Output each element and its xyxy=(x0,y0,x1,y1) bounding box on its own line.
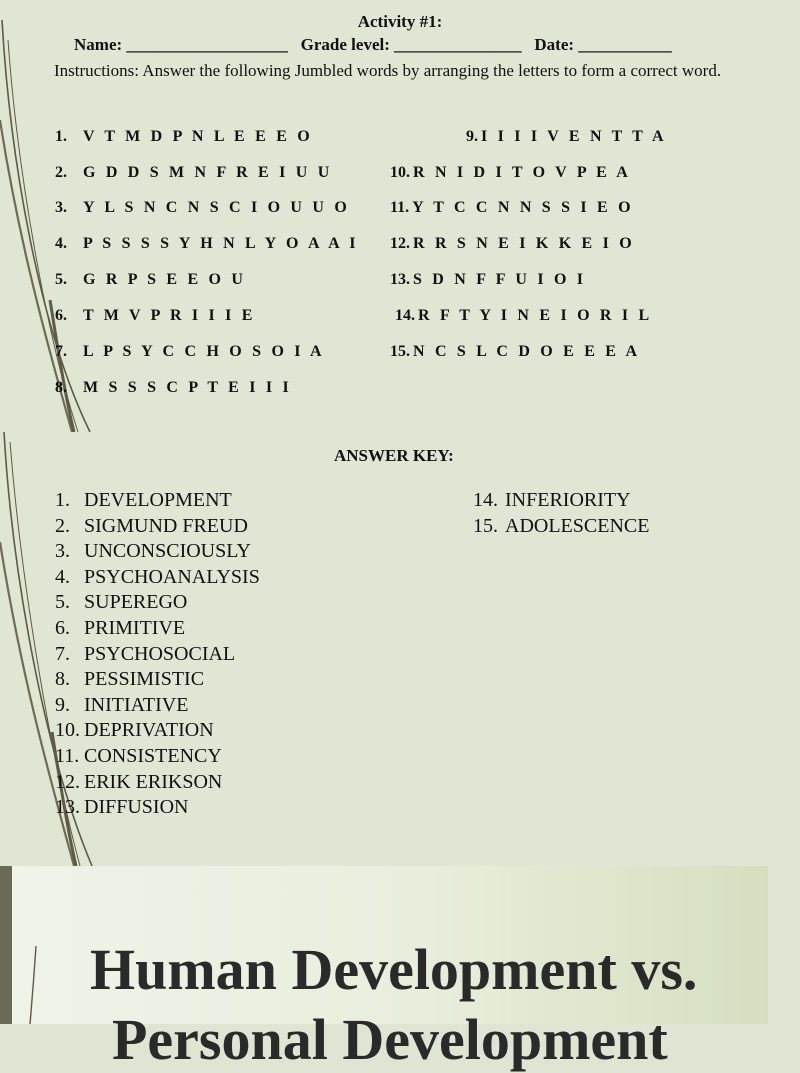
item-number: 3. xyxy=(55,199,67,216)
jumbled-word-item xyxy=(395,307,652,325)
item-number: 7. xyxy=(55,343,67,360)
grade-level-field-label: Grade level: _______________ xyxy=(300,35,522,54)
answer-number: 8. xyxy=(55,668,70,691)
answer-item xyxy=(55,617,185,640)
jumbled-letters: P S S S S Y H N L Y O A A I xyxy=(83,235,359,252)
item-number: 14. xyxy=(395,307,415,324)
item-number: 9. xyxy=(466,128,478,145)
item-number: 10. xyxy=(390,164,410,181)
activity-slide xyxy=(0,0,768,432)
student-info-fields xyxy=(74,35,672,55)
answer-number: 4. xyxy=(55,565,70,588)
answer-item xyxy=(55,668,204,691)
answer-item xyxy=(55,771,222,794)
jumbled-word-item xyxy=(55,343,325,361)
jumbled-word-item xyxy=(390,199,634,217)
jumbled-word-item xyxy=(390,271,586,289)
answer-item xyxy=(55,566,260,589)
title-slide xyxy=(0,866,768,1072)
answer-word: CONSISTENCY xyxy=(84,745,222,767)
jumbled-letters: L P S Y C C H O S O I A xyxy=(83,343,325,360)
jumbled-letters: G D D S M N F R E I U U xyxy=(83,164,333,181)
jumbled-letters: G R P S E E O U xyxy=(83,271,247,288)
jumbled-word-item xyxy=(390,343,640,361)
jumbled-letters: N C S L C D O E E E A xyxy=(413,343,641,360)
jumbled-word-item xyxy=(55,199,350,217)
answer-item xyxy=(55,719,214,742)
jumbled-word-item xyxy=(390,164,631,182)
answer-number: 9. xyxy=(55,693,70,716)
answer-item xyxy=(473,489,631,512)
item-number: 13. xyxy=(390,271,410,288)
answer-number: 15. xyxy=(473,514,498,537)
item-number: 15. xyxy=(390,343,410,360)
item-number: 4. xyxy=(55,235,67,252)
jumbled-word-item xyxy=(390,235,635,253)
jumbled-word-item xyxy=(55,271,246,289)
answer-item xyxy=(473,515,649,538)
answer-number: 6. xyxy=(55,617,70,639)
answer-word: PRIMITIVE xyxy=(84,617,186,639)
answer-number: 1. xyxy=(55,489,70,511)
answer-number: 5. xyxy=(55,591,70,614)
jumbled-letters: S D N F F U I O I xyxy=(413,271,587,288)
item-number: 6. xyxy=(55,307,67,324)
answer-item xyxy=(55,796,188,819)
answer-item xyxy=(55,745,222,768)
answer-item xyxy=(55,643,235,666)
answer-word: ERIK ERIKSON xyxy=(84,770,223,793)
name-field-label: Name: ___________________ xyxy=(74,35,288,54)
answer-number: 3. xyxy=(55,540,70,563)
slide-side-bar xyxy=(0,866,12,1024)
jumbled-word-item xyxy=(55,307,256,325)
answer-word: PESSIMISTIC xyxy=(84,668,205,691)
jumbled-letters: R R S N E I K K E I O xyxy=(413,235,635,252)
jumbled-letters: M S S S C P T E I I I xyxy=(83,379,292,396)
date-field-label: Date: ___________ xyxy=(534,35,672,54)
jumbled-letters: V T M D P N L E E E O xyxy=(83,128,313,145)
answer-word: UNCONSCIOUSLY xyxy=(84,540,251,563)
slide-title-line2: Personal Development xyxy=(112,1007,668,1072)
answer-word: DEVELOPMENT xyxy=(84,489,232,511)
jumbled-letters: R N I D I T O V P E A xyxy=(413,164,632,181)
answer-word: INITIATIVE xyxy=(84,693,189,716)
answer-item xyxy=(55,515,248,538)
answer-word: DEPRIVATION xyxy=(84,719,214,742)
answer-word: SIGMUND FREUD xyxy=(84,514,248,537)
item-number: 8. xyxy=(55,379,67,396)
answer-number: 13. xyxy=(55,796,80,819)
item-number: 11. xyxy=(390,199,410,216)
jumbled-word-item xyxy=(55,379,292,397)
answer-key-title: ANSWER KEY: xyxy=(334,446,454,465)
answer-item xyxy=(55,591,187,614)
jumbled-letters: R F T Y I N E I O R I L xyxy=(418,307,653,324)
slide-title-line1: Human Development vs. xyxy=(90,937,698,1002)
answer-word: ADOLESCENCE xyxy=(505,514,650,537)
answer-number: 2. xyxy=(55,514,70,537)
answer-word: PSYCHOSOCIAL xyxy=(84,642,236,665)
answer-item xyxy=(55,489,232,512)
answer-word: PSYCHOANALYSIS xyxy=(84,565,260,588)
answer-word: DIFFUSION xyxy=(84,796,189,819)
jumbled-letters: I I I I V E N T T A xyxy=(481,128,667,145)
item-number: 12. xyxy=(390,235,410,252)
activity-title: Activity #1: xyxy=(357,12,443,31)
answer-word: SUPEREGO xyxy=(84,591,188,614)
jumbled-letters: Y L S N C N S C I O U U O xyxy=(83,199,350,216)
jumbled-word-item xyxy=(55,128,313,146)
answer-number: 7. xyxy=(55,642,70,665)
item-number: 1. xyxy=(55,128,67,145)
jumbled-letters: Y T C C N N S S I E O xyxy=(412,199,634,216)
jumbled-word-item xyxy=(466,128,667,146)
answer-number: 11. xyxy=(55,745,80,767)
item-number: 5. xyxy=(55,271,67,288)
answer-word: INFERIORITY xyxy=(505,489,631,511)
answer-number: 12. xyxy=(55,770,80,793)
answer-item xyxy=(55,540,251,563)
answer-number: 10. xyxy=(55,719,80,742)
instructions: Instructions: Answer the following Jumbled words by arranging the letters to form a correct word. xyxy=(54,61,722,80)
jumbled-word-item xyxy=(55,164,332,182)
jumbled-word-item xyxy=(55,235,359,253)
item-number: 2. xyxy=(55,164,67,181)
answer-key-slide xyxy=(0,432,768,866)
answer-number: 14. xyxy=(473,489,498,511)
answer-item xyxy=(55,694,188,717)
jumbled-letters: T M V P R I I I E xyxy=(83,307,256,324)
